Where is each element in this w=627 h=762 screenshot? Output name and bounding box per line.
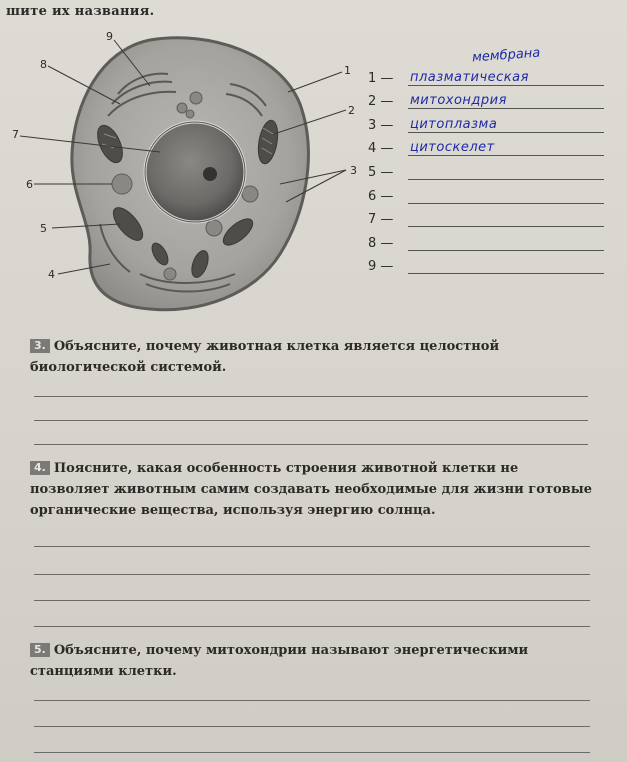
answer-line-1[interactable] (408, 69, 604, 86)
task-5-answer-line-1[interactable] (34, 700, 590, 701)
task-3-text: Объясните, почему животная клетка является целостной биологической системой. (30, 339, 500, 375)
answer-line-9[interactable] (408, 257, 604, 274)
task-4-text: Поясните, какая особенность строения животной клетки не позволяет животным самим создавать необходимые для жизни готовые органические вещества, используя энергию солнца. (30, 461, 593, 518)
answer-number: 9 — (368, 259, 394, 275)
answer-number: 5 — (368, 164, 394, 180)
diagram-label-9: 9 (106, 30, 113, 43)
answer-number: 8 — (368, 235, 394, 251)
answer-line-8[interactable] (408, 234, 604, 251)
answer-row-4 (368, 133, 608, 157)
answer-number: 4 — (368, 141, 394, 157)
answer-row-9 (368, 251, 608, 275)
diagram-label-4: 4 (48, 268, 55, 281)
handwritten-answer: цитоскелет (410, 140, 495, 156)
answer-line-4[interactable] (408, 139, 604, 156)
answer-line-7[interactable] (408, 210, 604, 227)
handwritten-membrane: мембрана (471, 45, 541, 66)
diagram-label-1: 1 (344, 64, 351, 77)
answer-line-3[interactable] (408, 116, 604, 133)
answer-number: 6 — (368, 188, 394, 204)
answer-number: 3 — (368, 117, 394, 133)
task-3-answer-line-3[interactable] (34, 444, 588, 445)
task-number-badge: 4. (30, 461, 50, 475)
task-5-answer-line-2[interactable] (34, 726, 590, 727)
task-number-badge: 5. (30, 643, 50, 657)
answer-row-1 (368, 62, 608, 86)
answer-number: 7 — (368, 212, 394, 228)
task-number-badge: 3. (30, 339, 50, 353)
answer-row-7 (368, 204, 608, 228)
task-3 (30, 336, 600, 378)
task-4-answer-line-4[interactable] (34, 626, 590, 627)
task-4 (30, 458, 600, 521)
answer-row-5 (368, 156, 608, 180)
handwritten-answer: цитоплазма (410, 116, 498, 132)
task-3-answer-line-1[interactable] (34, 396, 588, 397)
task-5-answer-line-3[interactable] (34, 752, 590, 753)
answer-line-6[interactable] (408, 187, 604, 204)
answer-list (368, 62, 608, 274)
answer-row-3 (368, 109, 608, 133)
handwritten-answer: плазматическая (410, 69, 529, 85)
diagram-label-5: 5 (40, 222, 47, 235)
diagram-label-7: 7 (12, 128, 19, 141)
task-3-answer-line-2[interactable] (34, 420, 588, 421)
task-5 (30, 640, 600, 682)
nucleolus (203, 167, 217, 181)
answer-number: 1 — (368, 70, 394, 86)
diagram-label-8: 8 (40, 58, 47, 71)
answer-number: 2 — (368, 94, 394, 110)
task-4-answer-line-2[interactable] (34, 574, 590, 575)
answer-row-2 (368, 86, 608, 110)
diagram-label-2: 2 (348, 104, 355, 117)
answer-line-2[interactable] (408, 92, 604, 109)
answer-line-5[interactable] (408, 163, 604, 180)
task-5-text: Объясните, почему митохондрии называют энергетическими станциями клетки. (30, 643, 529, 679)
answer-row-8 (368, 227, 608, 251)
diagram-label-3: 3 (350, 164, 357, 177)
task-4-answer-line-1[interactable] (34, 546, 590, 547)
animal-cell-diagram (0, 24, 370, 324)
task-4-answer-line-3[interactable] (34, 600, 590, 601)
answer-row-6 (368, 180, 608, 204)
header-text: шите их названия. (6, 4, 155, 19)
nucleus (145, 122, 245, 222)
handwritten-answer: митохондрия (410, 93, 507, 109)
diagram-label-6: 6 (26, 178, 33, 191)
